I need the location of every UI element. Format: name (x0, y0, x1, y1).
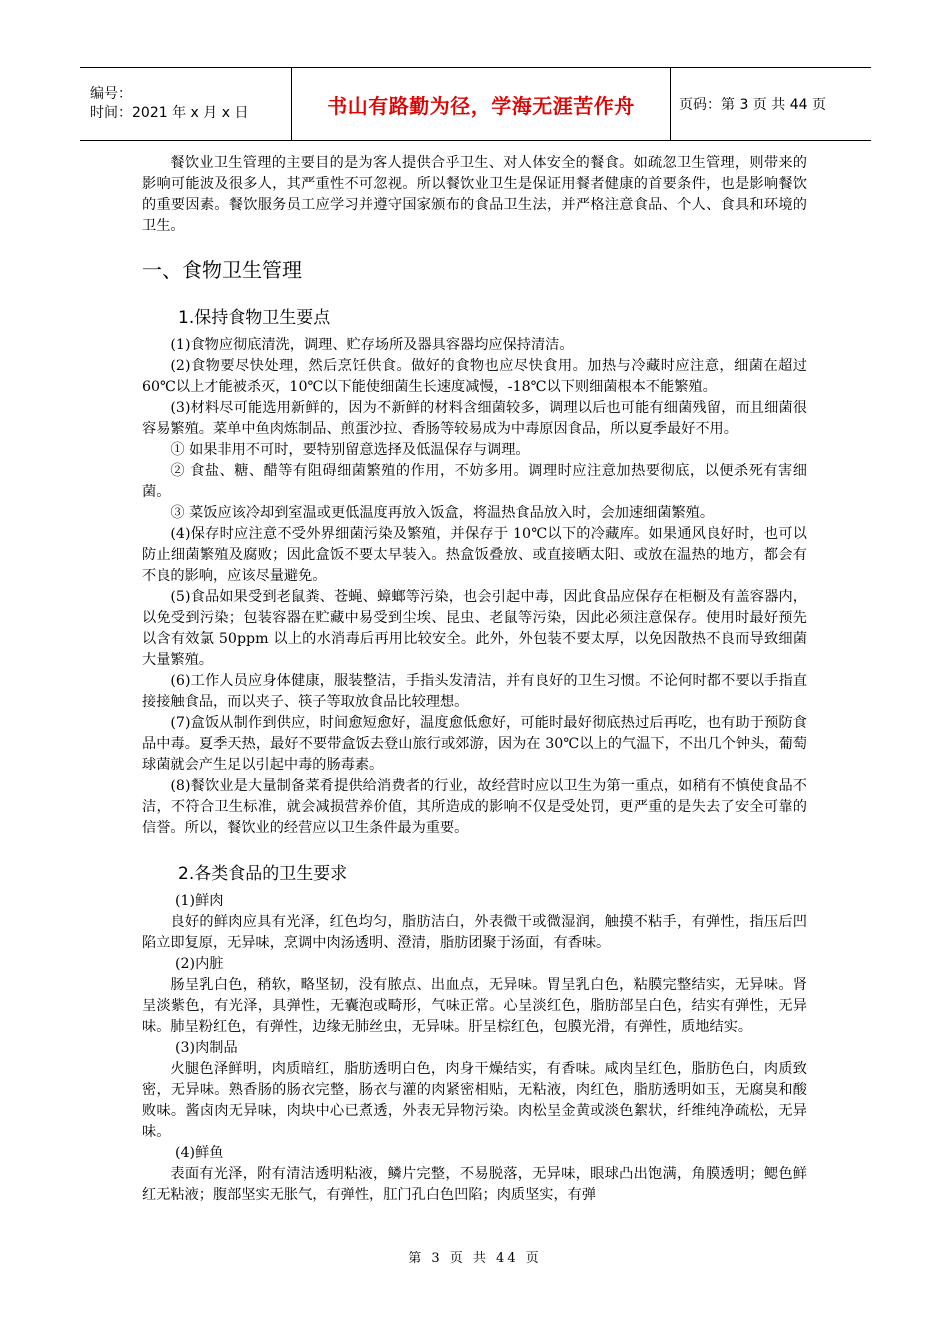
food-item-text: 表面有光泽，附有清洁透明粘液，鳞片完整，不易脱落，无异味，眼球凸出饱满，角膜透明；鳃色鲜红无粘液；腹部坚实无胀气，有弹性，肛门孔白色凹陷；肉质坚实，有弹 (142, 1166, 807, 1203)
page-footer: 第 3 页 共 44 页 (408, 1251, 542, 1266)
header-motto: 书山有路勤为径，学海无涯苦作舟 (292, 68, 671, 141)
list-item: ① 如果非用不可时，要特别留意选择及低温保存与调理。 (170, 442, 530, 458)
food-item-text: 肠呈乳白色，稍软，略坚韧，没有脓点、出血点，无异味。胃呈乳白色，粘膜完整结实，无异味。肾呈淡紫色，有光泽，具弹性，无囊泡或畸形，气味正常。心呈淡红色，脂肪部呈白色，结实有弹性，无异味。肺呈粉红色，有弹性，边缘无肺丝虫，无异味。肝呈棕红色，包膜光滑，有弹性，质地结实。 (142, 977, 807, 1035)
food-item-text: 良好的鲜肉应具有光泽，红色均匀，脂肪洁白，外表微干或微湿润，触摸不粘手，有弹性，指压后凹陷立即复原，无异味，烹调中肉汤透明、澄清，脂肪团聚于汤面，有香味。 (142, 914, 807, 951)
page-header (80, 67, 871, 141)
subsection-heading: 1.保持食物卫生要点 (178, 308, 331, 328)
list-item: (5)食品如果受到老鼠粪、苍蝇、蟑螂等污染，也会引起中毒，因此食品应保存在柜橱及有盖容器内，以免受到污染；包装容器在贮藏中易受到尘埃、昆虫、老鼠等污染，因此必须注意保存。使用时最好预先以含有效氯 50ppm 以上的水消毒后再用比较安全。此外，外包装不要太厚，以免因散热不良而导致细菌大量繁殖。 (142, 589, 807, 668)
list-item: ③ 菜饭应该冷却到室温或更低温度再放入饭盒，将温热食品放入时，会加速细菌繁殖。 (170, 505, 715, 521)
food-item-label: (3)肉制品 (175, 1040, 238, 1056)
list-item: (1)食物应彻底清洗，调理、贮存场所及器具容器均应保持清洁。 (170, 337, 574, 353)
food-item-label: (2)内脏 (175, 956, 224, 972)
list-item: (2)食物要尽快处理，然后烹饪供食。做好的食物也应尽快食用。加热与冷藏时应注意，细菌在超过 60℃以上才能被杀灭，10℃以下能使细菌生长速度减慢，-18℃以下则细菌根本不能繁殖。 (142, 358, 807, 395)
list-item: (4)保存时应注意不受外界细菌污染及繁殖，并保存于 10℃以下的冷藏库。如果通风良好时，也可以防止细菌繁殖及腐败；因此盒饭不要太早装入。热盒饭叠放、或直接晒太阳、或放在温热的地方，都会有不良的影响，应该尽量避免。 (142, 526, 807, 584)
food-item-text: 火腿色泽鲜明，肉质暗红，脂肪透明白色，肉身干燥结实，有香味。咸肉呈红色，脂肪色白，肉质致密，无异味。熟香肠的肠衣完整，肠衣与灌的肉紧密相贴，无粘液，肉红色，脂肪透明如玉，无腐臭和酸败味。酱卤肉无异味，肉块中心已煮透，外表无异物污染。肉松呈金黄或淡色絮状，纤维纯净疏松，无异味。 (142, 1061, 807, 1140)
header-meta (80, 68, 292, 141)
list-item: (6)工作人员应身体健康，服装整洁，手指头发清洁，并有良好的卫生习惯。不论何时都不要以手指直接接触食品，而以夹子、筷子等取放食品比较理想。 (142, 673, 807, 710)
section-heading: 一、食物卫生管理 (142, 258, 302, 282)
document-body (142, 153, 807, 1206)
intro-paragraph: 餐饮业卫生管理的主要目的是为客人提供合乎卫生、对人体安全的餐食。如疏忽卫生管理，则带来的影响可能波及很多人，其严重性不可忽视。所以餐饮业卫生是保证用餐者健康的首要条件，也是影响餐饮的重要因素。餐饮服务员工应学习并遵守国家颁布的食品卫生法，并严格注意食品、个人、食具和环境的卫生。 (142, 155, 807, 234)
food-item-label: (1)鲜肉 (175, 893, 224, 909)
food-item-label: (4)鲜鱼 (175, 1145, 224, 1161)
list-item: (3)材料尽可能选用新鲜的，因为不新鲜的材料含细菌较多，调理以后也可能有细菌残留，而且细菌很容易繁殖。菜单中鱼肉炼制品、煎蛋沙拉、香肠等较易成为中毒原因食品，所以夏季最好不用。 (142, 400, 807, 437)
header-page-label: 页码：第 3 页 共 44 页 (671, 68, 872, 141)
list-item: (8)餐饮业是大量制备菜肴提供给消费者的行业，故经营时应以卫生为第一重点，如稍有不慎使食品不洁，不符合卫生标准，就会减损营养价值，其所造成的影响不仅是受处罚，更严重的是失去了安全可靠的信誉。所以，餐饮业的经营应以卫生条件最为重要。 (142, 778, 807, 836)
list-item: ② 食盐、糖、醋等有阻碍细菌繁殖的作用，不妨多用。调理时应注意加热要彻底，以便杀死有害细菌。 (142, 463, 807, 500)
header-code-label: 编号： (90, 86, 132, 102)
header-date-label: 时间：2021 年 x 月 x 日 (90, 105, 249, 121)
list-item: (7)盒饭从制作到供应，时间愈短愈好，温度愈低愈好，可能时最好彻底热过后再吃，也有助于预防食品中毒。夏季天热，最好不要带盒饭去登山旅行或郊游，因为在 30℃以上的气温下，不出几个钟头，葡萄球菌就会产生足以引起中毒的肠毒素。 (142, 715, 807, 773)
subsection-heading: 2.各类食品的卫生要求 (178, 864, 348, 884)
